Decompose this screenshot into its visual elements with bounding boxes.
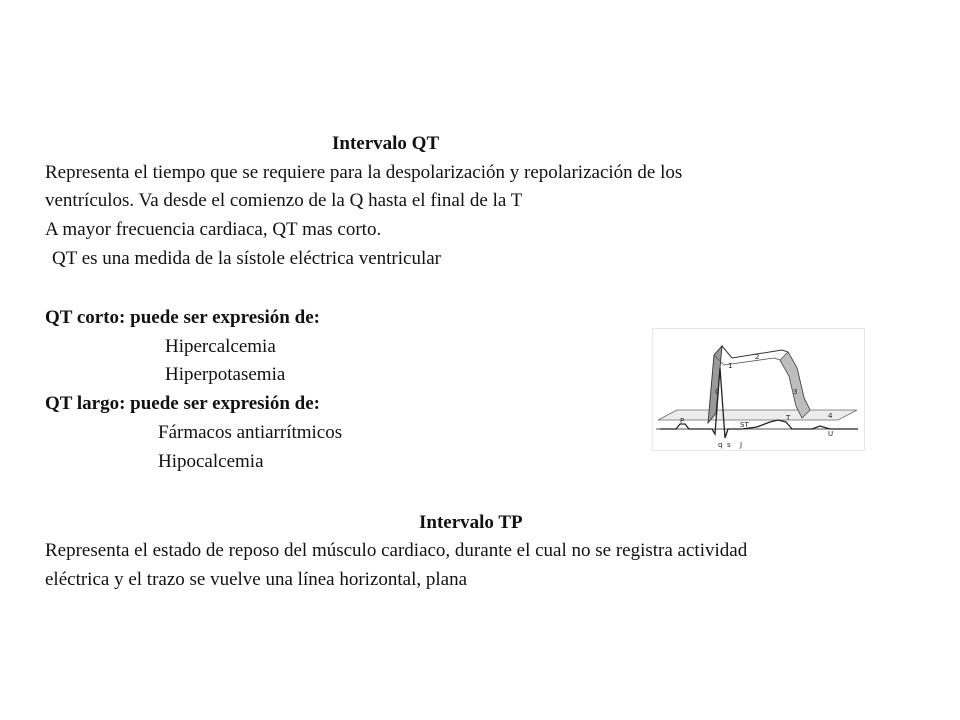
ecg-label-t: T	[786, 414, 791, 422]
qt-description-line-2: ventrículos. Va desde el comienzo de la Q hasta el final de la T	[45, 190, 523, 211]
ecg-label-s: s	[727, 441, 731, 449]
qt-description-line-1: Representa el tiempo que se requiere para la despolarización y repolarización de los	[45, 162, 683, 183]
ecg-label-3: 3	[793, 388, 798, 396]
tp-description-line-2: eléctrica y el trazo se vuelve una línea horizontal, plana	[45, 569, 468, 590]
ecg-label-j: J	[740, 441, 743, 449]
ecg-label-u: U	[828, 430, 834, 438]
ecg-label-2: 2	[755, 353, 760, 361]
qt-short-item: Hipercalcemia	[165, 336, 276, 357]
qt-short-item: Hiperpotasemia	[165, 364, 286, 385]
qt-systole-line: QT es una medida de la sístole eléctrica ventricular	[52, 248, 441, 269]
ecg-label-1: 1	[728, 362, 733, 370]
tp-title: Intervalo TP	[419, 512, 523, 533]
tp-description-line-1: Representa el estado de reposo del músculo cardiaco, durante el cual no se registra actividad	[45, 540, 748, 561]
ecg-label-0: 0	[715, 388, 720, 396]
ecg-label-q: q	[718, 441, 723, 449]
ecg-label-4: 4	[828, 412, 833, 420]
ecg-label-p: P	[680, 417, 685, 425]
qt-title: Intervalo QT	[332, 133, 440, 154]
ecg-label-st: ST	[740, 421, 749, 429]
ecg-action-potential-figure	[652, 328, 865, 451]
qt-long-item: Hipocalcemia	[158, 451, 264, 472]
qt-frequency-line: A mayor frecuencia cardiaca, QT mas corto.	[45, 219, 382, 240]
qt-long-item: Fármacos antiarrítmicos	[158, 422, 343, 443]
qt-long-heading: QT largo: puede ser expresión de:	[45, 393, 320, 414]
qt-short-heading: QT corto: puede ser expresión de:	[45, 307, 320, 328]
